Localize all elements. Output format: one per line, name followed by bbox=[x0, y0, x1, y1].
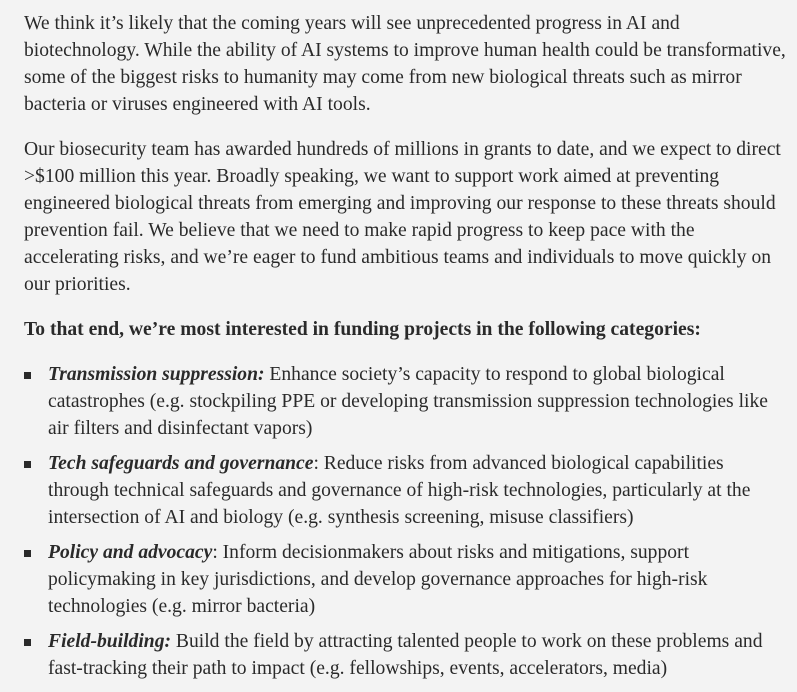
funding-paragraph: Our biosecurity team has awarded hundreds of millions in grants to date, and we expect to direct >$100 million this year. Broadly speaking, we want to support work aimed at preventing engineered biological threats from emerging and improving our response to these threats should prevention fail. We believe that we need to make rapid progress to keep pace with the accelerating risks, and we’re eager to fund ambitious teams and individuals to move quickly on our priorities. bbox=[24, 139, 781, 295]
category-description: Build the field by attracting talented people to work on these problems and fast-tracking their path to impact (e.g. fellowships, events, accelerators, media) bbox=[48, 631, 763, 679]
category-tech-safeguards bbox=[24, 450, 786, 531]
intro-paragraph: We think it’s likely that the coming years will see unprecedented progress in AI and biotechnology. While the ability of AI systems to improve human health could be transformative, some of the biggest risks to humanity may come from new biological threats such as mirror bacteria or viruses engineered with AI tools. bbox=[24, 13, 786, 115]
category-policy-advocacy bbox=[24, 539, 786, 620]
categories-lead: To that end, we’re most interested in funding projects in the following categories: bbox=[24, 319, 701, 340]
category-transmission-suppression bbox=[24, 361, 786, 442]
category-description: : Inform decisionmakers about risks and mitigations, support policymaking in key jurisdictions, and develop governance approaches for high-risk technologies (e.g. mirror bacteria) bbox=[48, 542, 708, 617]
category-description: : Reduce risks from advanced biological capabilities through technical safeguards and governance of high-risk technologies, particularly at the intersection of AI and biology (e.g. synthesis screening, misuse classifiers) bbox=[48, 453, 751, 528]
bullet-icon bbox=[24, 461, 31, 468]
bullet-icon bbox=[24, 372, 31, 379]
article-body bbox=[24, 10, 786, 690]
bullet-icon bbox=[24, 550, 31, 557]
categories-list bbox=[24, 361, 786, 682]
category-term: Tech safeguards and governance bbox=[48, 453, 314, 474]
category-term: Policy and advocacy bbox=[48, 542, 213, 563]
category-term: Field-building: bbox=[48, 631, 172, 652]
category-field-building bbox=[24, 628, 786, 682]
bullet-icon bbox=[24, 639, 31, 646]
category-term: Transmission suppression: bbox=[48, 364, 265, 385]
category-description: Enhance society’s capacity to respond to global biological catastrophes (e.g. stockpiling PPE or developing transmission suppression technologies like air filters and disinfectant vapors) bbox=[48, 364, 768, 439]
